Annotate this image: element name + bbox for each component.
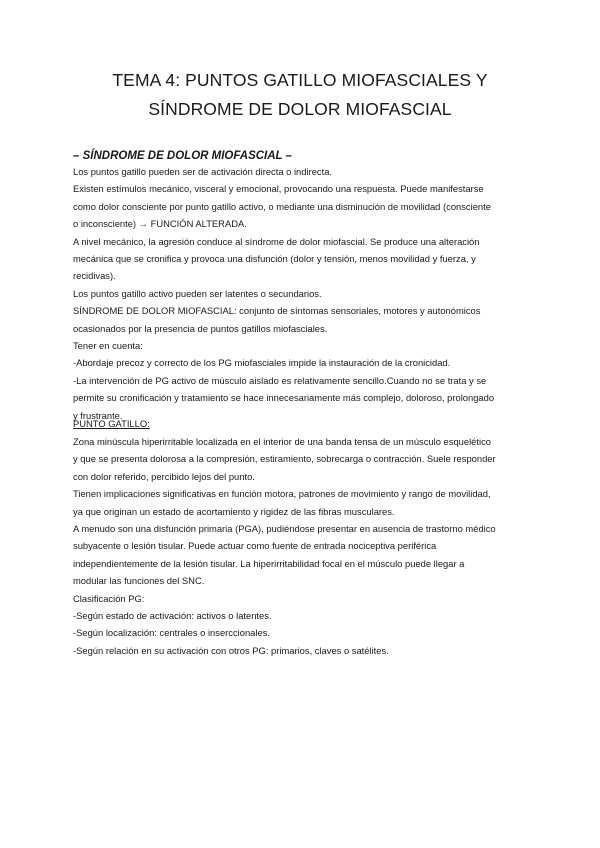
paragraph-line: A nivel mecánico, la agresión conduce al síndrome de dolor miofascial. Se produce una alteración <box>73 235 480 247</box>
paragraph-line: recidivas). <box>73 270 116 282</box>
paragraph-line: ocasionados por la presencia de puntos gatillos miofasciales. <box>73 322 328 334</box>
paragraph-line: -Según relación en su activación con otros PG: primarios, claves o satélites. <box>73 644 389 656</box>
paragraph-line: ya que originan un estado de acortamiento y rigidez de las fibras musculares. <box>73 505 395 517</box>
paragraph-line: Los puntos gatillo activo pueden ser latentes o secundarios. <box>73 287 322 299</box>
paragraph-line: mecánica que se cronifica y provoca una disfunción (dolor y tensión, menos movilidad y fuerza, y <box>73 253 476 265</box>
paragraph-line: y frustrante. <box>73 409 123 421</box>
paragraph-line: Clasificación PG: <box>73 592 145 604</box>
paragraph-line: Existen estímulos mecánico, visceral y emocional, provocando una respuesta. Puede manifestarse <box>73 183 484 195</box>
paragraph-line: SÍNDROME DE DOLOR MIOFASCIAL: conjunto de síntomas sensoriales, motores y autonómicos <box>73 305 481 317</box>
paragraph-line: Tienen implicaciones significativas en función motora, patrones de movimiento y rango de movilidad, <box>73 488 491 500</box>
paragraph-line: -Abordaje precoz y correcto de los PG miofasciales impide la instauración de la cronicidad. <box>73 357 451 369</box>
paragraph-line: modular las funciones del SNC. <box>73 575 205 587</box>
title-line-1: TEMA 4: PUNTOS GATILLO MIOFASCIALES Y <box>112 70 488 90</box>
section-heading-sindrome: – SÍNDROME DE DOLOR MIOFASCIAL – <box>73 150 292 162</box>
paragraph-line: Zona minúscula hiperirritable localizada en el interior de una banda tensa de un músculo esquelético <box>73 436 491 447</box>
title-line-2: SÍNDROME DE DOLOR MIOFASCIAL <box>148 99 452 119</box>
paragraph-line: Los puntos gatillo pueden ser de activación directa o indirecta. <box>73 166 333 177</box>
paragraph-line: o inconsciente) → FUNCIÓN ALTERADA. <box>73 218 247 230</box>
paragraph-line: -La intervención de PG activo de músculo aislado es relativamente sencillo.Cuando no se trata y se <box>73 374 487 386</box>
paragraph-line: permite su cronificación y tratamiento se hace innecesariamente más complejo, doloroso, prolongado <box>73 392 495 404</box>
section-body-sindrome <box>73 163 535 424</box>
paragraph-line: independientemente de la lesión tisular. La hiperirritabilidad focal en el músculo puede llegar a <box>73 557 465 569</box>
paragraph-line: -Según localización: centrales o inserccionales. <box>73 627 270 639</box>
paragraph-line: subyacente o lesión tisular. Puede actuar como fuente de entrada nociceptiva periférica <box>73 540 437 552</box>
paragraph-line: -Según estado de activación: activos o latentes. <box>73 610 272 622</box>
paragraph-line: y que se presenta dolorosa a la compresión, estiramiento, sobrecarga o contracción. Suele responder <box>73 453 496 465</box>
section-heading-punto-gatillo: PUNTO GATILLO: <box>73 418 150 429</box>
paragraph-line: A menudo son una disfunción primaria (PGA), pudiéndose presentar en ausencia de trastorno médico <box>73 523 496 535</box>
section-body-punto-gatillo <box>73 433 535 659</box>
paragraph-line: como dolor consciente por punto gatillo activo, o mediante una disminución de movilidad (consciente <box>73 200 491 212</box>
section-punto-gatillo <box>73 415 535 432</box>
paragraph-line: con dolor referido, percibido lejos del punto. <box>73 470 255 482</box>
document-title <box>60 66 540 124</box>
paragraph-line: Tener en cuenta: <box>73 340 143 352</box>
